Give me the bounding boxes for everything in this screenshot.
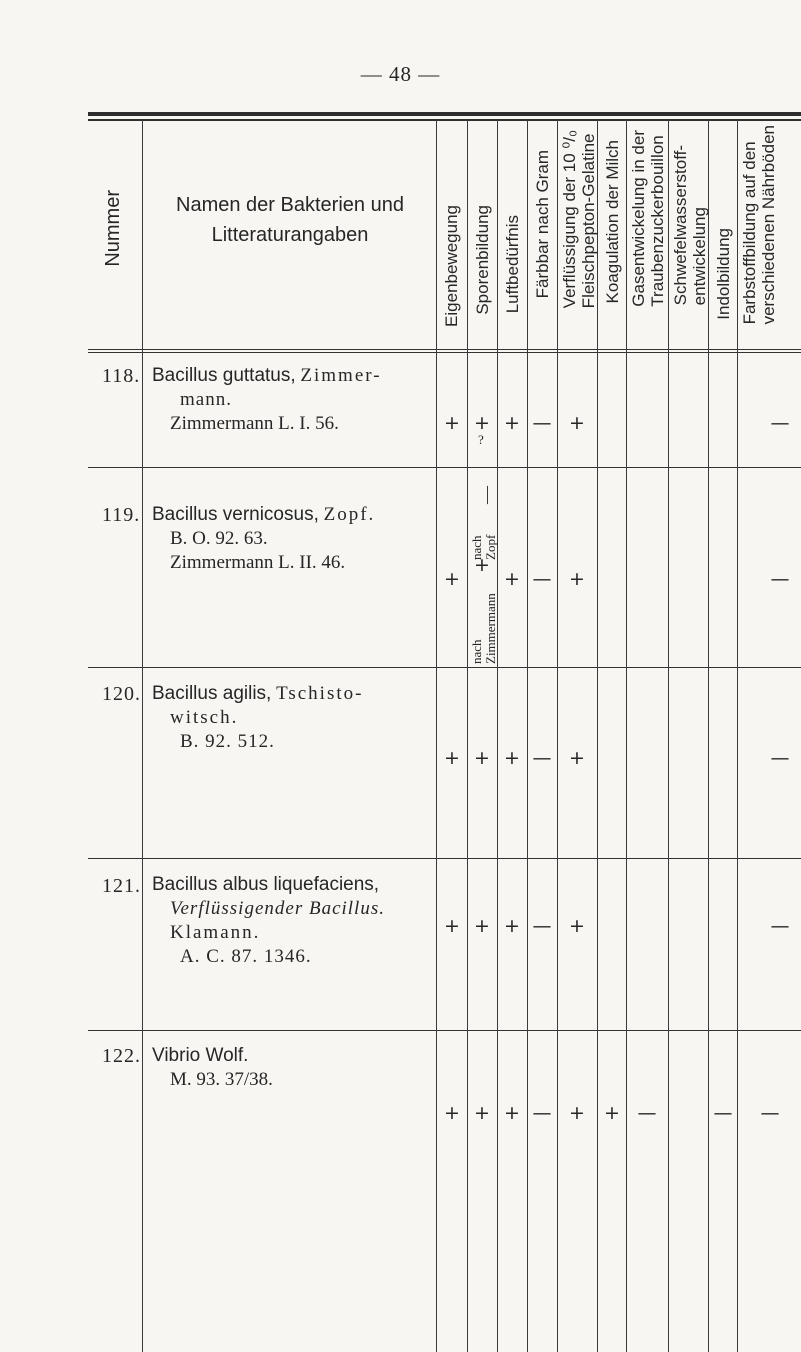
cell-sporenbildung: + <box>474 915 490 937</box>
header-luftbeduerfnis: Luftbedürfnis <box>503 215 522 314</box>
cell-gram: — <box>532 1102 552 1124</box>
cell-gram: — <box>532 568 552 590</box>
header-rule <box>88 349 801 350</box>
entry-line: B. 92. 512. <box>180 731 275 752</box>
cell-luftbeduerfnis: + <box>504 915 520 937</box>
col-line <box>497 120 498 1352</box>
entry-line: Zimmermann L. II. 46. <box>170 552 346 573</box>
table-row-entry <box>152 682 437 754</box>
cell-luftbeduerfnis: + <box>504 747 520 769</box>
header-eigenbewegung: Eigenbewegung <box>442 205 461 327</box>
header-schwefel-line2: entwickelung <box>690 207 709 306</box>
header-namen-line2: Litteraturangaben <box>211 224 369 246</box>
cell-farbstoff: — <box>770 568 790 590</box>
row-rule <box>88 858 801 859</box>
cell-sporenbildung: + <box>474 412 490 434</box>
header-schwefel <box>671 145 709 305</box>
cell-sporenbildung: + <box>474 747 490 769</box>
header-verfluessigung-line2: Fleischpepton-Gelatine <box>579 133 598 309</box>
header-sporenbildung: Sporenbildung <box>473 205 492 315</box>
cell-gram: — <box>532 915 552 937</box>
entry-line: M. 93. 37/38. <box>170 1069 273 1090</box>
bacterium-name: Bacillus agilis, <box>152 683 272 704</box>
cell-sporen-zimmermann: nach Zimmermann <box>469 593 498 664</box>
row-number: 118. <box>102 365 141 387</box>
header-namen <box>145 190 435 250</box>
col-line <box>626 120 627 1352</box>
cell-milch: + <box>604 1102 620 1124</box>
row-rule <box>88 1030 801 1031</box>
cell-eigenbewegung: + <box>444 412 460 434</box>
cell-gelatine: + <box>569 747 585 769</box>
row-rule <box>88 467 801 468</box>
page-number: — 48 — <box>360 62 441 86</box>
header-gasentwickelung-line1: Gasentwickelung in der <box>629 130 648 307</box>
row-number: 122. <box>102 1045 141 1067</box>
top-rule-thick <box>88 112 801 116</box>
bacterium-name: Vibrio Wolf. <box>152 1045 249 1066</box>
cell-gram: — <box>532 412 552 434</box>
header-rule-2 <box>88 352 801 353</box>
cell-sporen-top: — <box>476 486 496 504</box>
row-number: 120. <box>102 683 141 705</box>
bacterium-name: Bacillus vernicosus, <box>152 504 319 525</box>
row-number: 121. <box>102 875 141 897</box>
cell-gelatine: + <box>569 568 585 590</box>
table-row-entry <box>152 503 437 575</box>
col-line <box>467 120 468 1352</box>
author-name: Tschisto- <box>276 683 364 704</box>
col-line <box>668 120 669 1352</box>
header-gasentwickelung-line2: Traubenzuckerbouillon <box>648 135 667 307</box>
cell-luftbeduerfnis: + <box>504 1102 520 1124</box>
entry-line: A. C. 87. 1346. <box>180 946 312 967</box>
bacterium-name: Bacillus albus liquefaciens, <box>152 874 380 895</box>
row-number: 119. <box>102 504 141 526</box>
table-row-entry <box>152 873 437 969</box>
cell-farbstoff: — <box>770 915 790 937</box>
col-line <box>527 120 528 1352</box>
cell-eigenbewegung: + <box>444 747 460 769</box>
cell-eigenbewegung: + <box>444 1102 460 1124</box>
entry-line: mann. <box>180 389 232 410</box>
col-line <box>557 120 558 1352</box>
entry-line: Zimmermann L. I. 56. <box>170 413 339 434</box>
header-nummer: Nummer <box>102 190 124 267</box>
table-row-entry <box>152 364 437 436</box>
entry-line: B. O. 92. 63. <box>170 528 268 549</box>
cell-farbstoff: — <box>760 1102 780 1124</box>
header-farbstoff <box>740 125 778 324</box>
author-name: Zimmer- <box>300 365 382 386</box>
author-name: Zopf. <box>323 504 376 525</box>
bacterium-name: Bacillus guttatus, <box>152 365 296 386</box>
cell-farbstoff: — <box>770 747 790 769</box>
entry-italic: Verflüssigender Bacillus. <box>170 898 385 919</box>
header-verfluessigung <box>560 130 598 308</box>
row-rule <box>88 667 801 668</box>
cell-indol: — <box>713 1102 733 1124</box>
cell-gram: — <box>532 747 552 769</box>
header-namen-line1: Namen der Bakterien und <box>176 194 404 216</box>
header-schwefel-line1: Schwefelwasserstoff- <box>671 145 690 306</box>
cell-farbstoff: — <box>770 412 790 434</box>
cell-gas: — <box>637 1102 657 1124</box>
cell-gelatine: + <box>569 412 585 434</box>
top-rule-thin <box>88 119 801 121</box>
col-line <box>142 120 143 1352</box>
cell-sporenbildung: + <box>474 1102 490 1124</box>
cell-luftbeduerfnis: + <box>504 412 520 434</box>
header-faerbbar: Färbbar nach Gram <box>533 150 552 299</box>
cell-sporenbildung-note: ? <box>478 432 484 447</box>
col-line <box>737 120 738 1352</box>
cell-sporenbildung: + <box>474 554 490 576</box>
header-farbstoff-line2: verschiedenen Nährböden <box>759 125 778 325</box>
header-koagulation: Koagulation der Milch <box>603 140 622 304</box>
cell-gelatine: + <box>569 915 585 937</box>
entry-line: witsch. <box>170 707 239 728</box>
cell-luftbeduerfnis: + <box>504 568 520 590</box>
header-verfluessigung-line1: Verflüssigung der 10 ⁰/₀ <box>560 130 579 309</box>
header-indol: Indolbildung <box>714 228 733 320</box>
table-row-entry <box>152 1044 437 1092</box>
cell-eigenbewegung: + <box>444 915 460 937</box>
cell-sporen-zopf: nach Zopf <box>469 534 498 560</box>
entry-line: Klamann. <box>170 922 261 943</box>
cell-eigenbewegung: + <box>444 568 460 590</box>
header-gasentwickelung <box>629 130 667 307</box>
cell-gelatine: + <box>569 1102 585 1124</box>
header-farbstoff-line1: Farbstoffbildung auf den <box>740 141 759 325</box>
